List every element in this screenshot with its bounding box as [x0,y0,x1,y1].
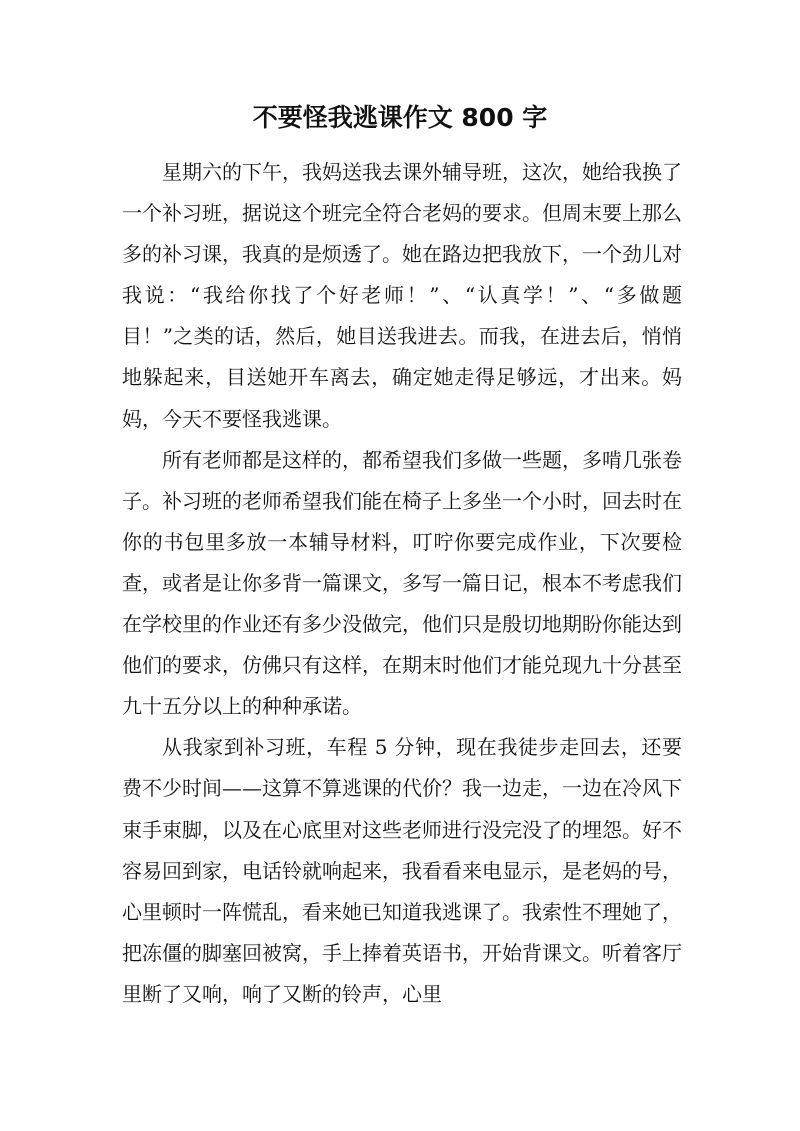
paragraph-2: 所有老师都是这样的，都希望我们多做一些题，多啃几张卷子。补习班的老师希望我们能在椅子上多坐一个小时，回去时在你的书包里多放一本辅导材料，叮咛你要完成作业，下次要检查，或者是让你多背一篇课文，多写一篇日记，根本不考虑我们在学校里的作业还有多少没做完，他们只是殷切地期盼你能达到他们的要求，仿佛只有这样，在期末时他们才能兑现九十分甚至九十五分以上的种种承诺。 [122,447,682,719]
paragraph-1: 星期六的下午，我妈送我去课外辅导班，这次，她给我换了一个补习班，据说这个班完全符合老妈的要求。但周末要上那么多的补习课，我真的是烦透了。她在路边把我放下，一个劲儿对我说：“我给你找了个好老师！”、“认真学！”、“多做题目！”之类的话，然后，她目送我进去。而我，在进去后，悄悄地躲起来，目送她开车离去，确定她走得足够远，才出来。妈妈，今天不要怪我逃课。 [122,160,682,431]
paragraph-3: 从我家到补习班，车程 5 分钟，现在我徒步走回去，还要费不少时间——这算不算逃课的代价？我一边走，一边在冷风下束手束脚，以及在心底里对这些老师进行没完没了的埋怨。好不容易回到家，电话铃就响起来，我看看来电显示，是老妈的号，心里顿时一阵慌乱，看来她已知道我逃课了。我索性不理她了，把冻僵的脚塞回被窝，手上捧着英语书，开始背课文。听着客厅里断了又响，响了又断的铃声，心里 [122,735,682,1006]
document-title: 不要怪我逃课作文 800 字 [252,103,548,132]
document-body [122,152,682,1015]
